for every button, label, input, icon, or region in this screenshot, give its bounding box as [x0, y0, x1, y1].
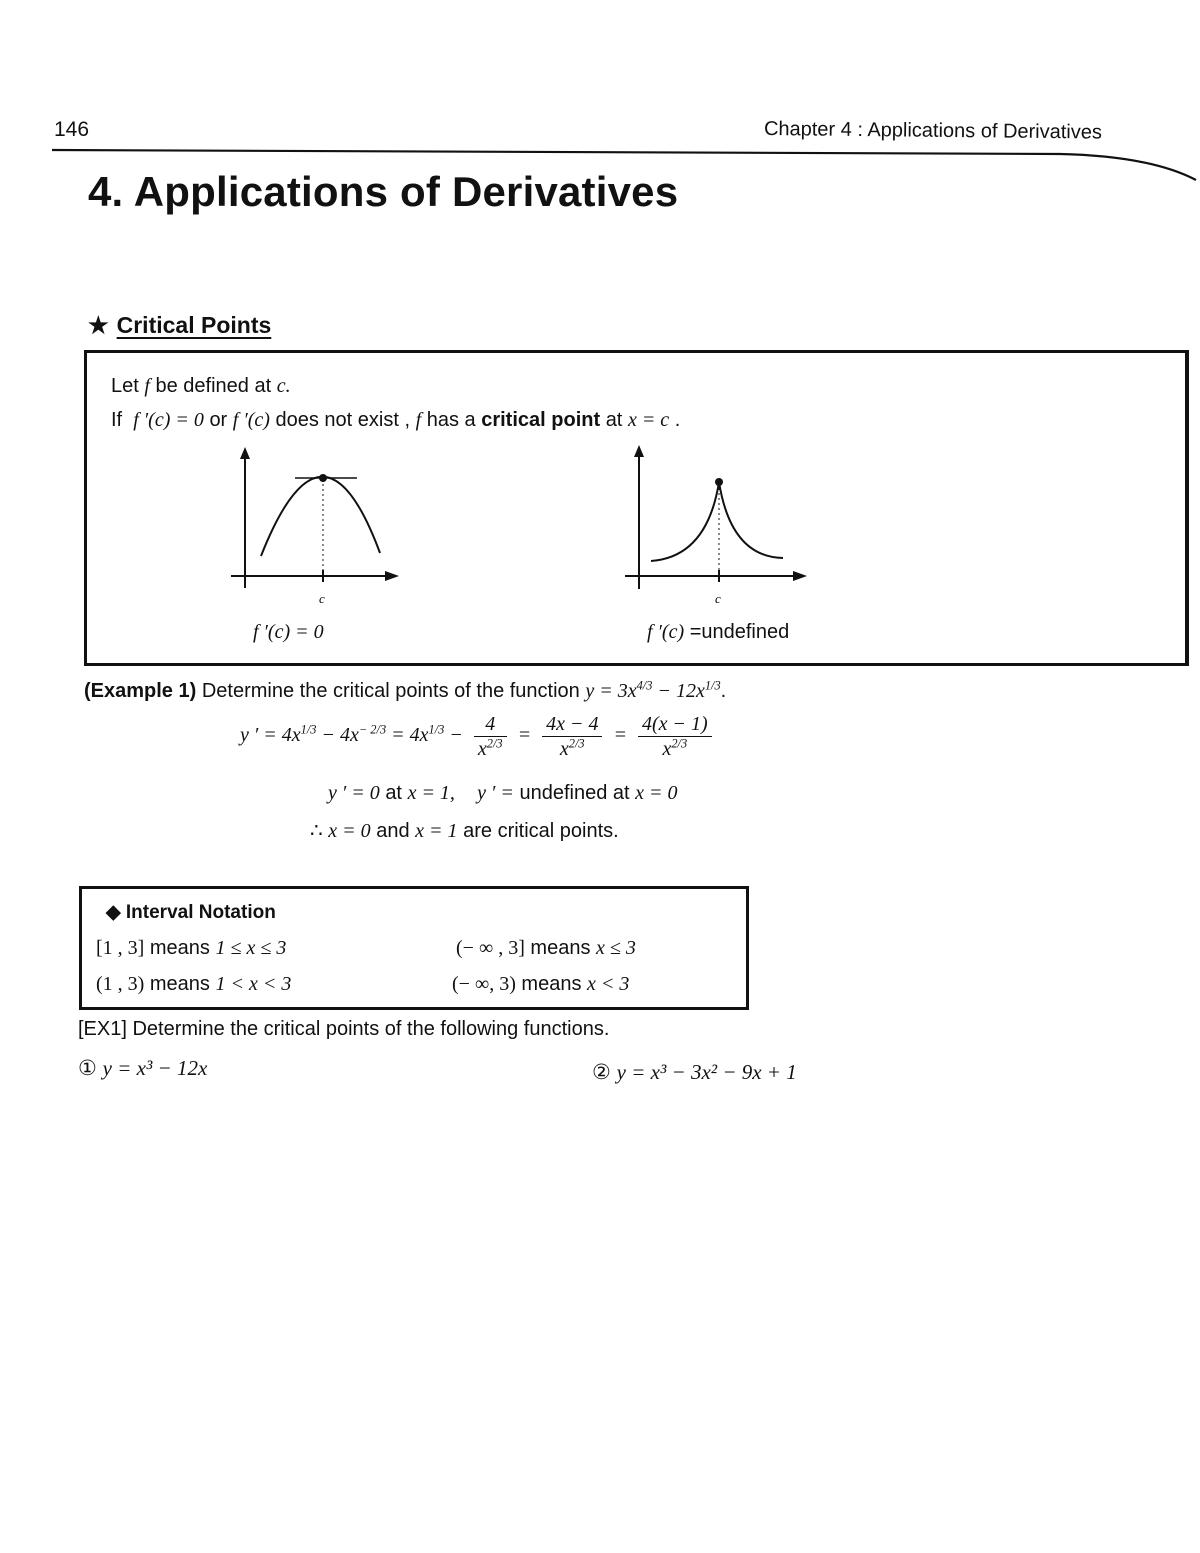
curve-right-branch	[719, 482, 783, 558]
chapter-title: 4. Applications of Derivatives	[88, 168, 679, 215]
fraction-denominator: x	[477, 738, 487, 760]
text-at: at	[385, 782, 402, 804]
math-condition-derivative: f ′(c)	[232, 409, 270, 431]
text-or: or	[209, 409, 228, 431]
math-term: y ′ = 0	[328, 782, 380, 804]
text-means: means	[149, 937, 210, 959]
definition-box	[84, 350, 1189, 666]
interval-notation-box	[79, 886, 749, 1010]
interval-expression: (− ∞ , 3]	[456, 937, 525, 959]
fraction-denominator: x	[559, 738, 569, 760]
interval-expression: [1 , 3]	[96, 937, 145, 959]
text-means: means	[530, 937, 591, 959]
text-period: .	[720, 680, 727, 702]
math-term: −	[444, 724, 468, 747]
page-number: 146	[54, 118, 90, 141]
text-undefined-at: undefined at	[519, 782, 630, 804]
critical-point-dot	[319, 474, 327, 482]
math-f: f	[415, 409, 422, 431]
section-heading-text: Critical Points	[116, 312, 272, 338]
math-function: y = 3x	[585, 680, 637, 702]
text-critical-point: critical point	[481, 409, 601, 431]
text-period: .	[674, 409, 681, 431]
diamond-icon: ◆	[106, 902, 121, 923]
fraction-3	[638, 712, 712, 761]
definition-line-2	[111, 409, 680, 432]
fraction-numerator: 4x − 4	[542, 712, 602, 737]
example-label: (Example 1)	[84, 680, 197, 702]
inequality: 1 < x < 3	[215, 973, 292, 995]
cusp-point-dot	[715, 478, 723, 486]
text-be-defined: be defined at	[155, 375, 272, 397]
math-term: = 4x	[386, 724, 429, 747]
math-equals: =	[517, 724, 532, 747]
star-icon: ★	[88, 312, 109, 338]
tick-label-c: c	[715, 591, 721, 606]
x-axis-arrow-icon	[385, 571, 399, 581]
interval-notation-title	[106, 901, 276, 924]
math-term: y ′ = 4x	[240, 724, 301, 747]
circled-number-2: ②	[592, 1060, 611, 1084]
math-term: x = 0	[635, 782, 678, 804]
exercise-function-1: y = x³ − 12x	[102, 1056, 208, 1080]
text-if: If	[111, 409, 123, 431]
definition-line-1	[111, 375, 291, 398]
math-exponent: − 2/3	[358, 722, 387, 737]
exercise-function-2: y = x³ − 3x² − 9x + 1	[616, 1060, 797, 1084]
math-exponent: 4/3	[636, 678, 653, 693]
text-means: means	[521, 973, 582, 995]
exercise-question-2	[592, 1060, 797, 1085]
math-function-rest: − 12x	[652, 680, 705, 702]
example-1-conclusion	[310, 818, 619, 843]
math-term: x = 1,	[407, 782, 455, 804]
interval-row-2-right	[452, 973, 629, 996]
curve-left-branch	[651, 482, 719, 561]
caption-math: f ′(c) = 0	[253, 621, 324, 643]
caption-text: =undefined	[689, 621, 790, 643]
inequality: 1 ≤ x ≤ 3	[215, 937, 287, 959]
exercise-instructions: [EX1] Determine the critical points of the following functions.	[78, 1018, 610, 1040]
caption-math: f ′(c)	[647, 621, 685, 643]
math-term: − 4x	[316, 724, 359, 747]
text-means: means	[149, 973, 210, 995]
math-c: c.	[276, 375, 291, 397]
text-has-a: has a	[426, 409, 476, 431]
y-axis-arrow-icon	[240, 447, 250, 459]
interval-expression: (1 , 3)	[96, 973, 145, 995]
math-equals: =	[613, 724, 627, 747]
fraction-numerator: 4	[474, 712, 507, 737]
math-term: x = 1	[415, 820, 458, 842]
interval-expression: (− ∞, 3)	[452, 973, 516, 995]
text-conclusion: are critical points.	[463, 820, 619, 842]
math-exponent: 2/3	[486, 736, 503, 751]
graph-derivative-undefined	[611, 439, 831, 639]
example-1-zero-undefined	[328, 782, 678, 805]
example-1-statement	[84, 680, 726, 703]
x-axis-arrow-icon	[793, 571, 807, 581]
graph-derivative-zero	[217, 443, 417, 643]
caption-derivative-zero	[253, 621, 324, 644]
math-condition-zero: f ′(c) = 0	[133, 409, 204, 431]
fraction-2	[542, 712, 602, 761]
text-and: and	[376, 820, 410, 842]
derivative-computation	[240, 712, 718, 761]
math-exponent: 1/3	[428, 722, 445, 737]
fraction-1	[474, 712, 507, 761]
math-exponent: 2/3	[671, 736, 688, 751]
fraction-numerator: 4(x − 1)	[638, 712, 712, 737]
y-axis-arrow-icon	[634, 445, 644, 457]
curve-maximum	[261, 477, 380, 556]
exercise-question-1	[78, 1056, 207, 1081]
interval-row-1-right	[456, 937, 636, 960]
math-f: f	[144, 375, 150, 397]
text-does-not-exist: does not exist ,	[275, 409, 411, 431]
math-exponent: 2/3	[568, 736, 585, 751]
running-head: Chapter 4 : Applications of Derivatives	[763, 118, 1103, 144]
interval-title-text: Interval Notation	[125, 902, 276, 923]
interval-row-1-left	[96, 937, 286, 960]
text-let: Let	[111, 375, 139, 397]
inequality: x < 3	[587, 973, 630, 995]
text-at: at	[605, 409, 623, 431]
math-x-equals-c: x = c	[627, 409, 670, 431]
math-exponent: 1/3	[300, 722, 317, 737]
inequality: x ≤ 3	[596, 937, 636, 959]
example-text: Determine the critical points of the function	[201, 680, 580, 702]
section-heading	[88, 312, 271, 339]
math-term: y ′ =	[477, 782, 514, 804]
fraction-denominator: x	[662, 738, 672, 760]
interval-row-2-left	[96, 973, 291, 996]
tick-label-c: c	[319, 591, 325, 606]
caption-derivative-undefined	[647, 621, 789, 644]
circled-number-1: ①	[78, 1056, 97, 1080]
math-exponent: 1/3	[704, 678, 721, 693]
math-term: x = 0	[328, 820, 371, 842]
therefore-symbol: ∴	[310, 820, 323, 842]
